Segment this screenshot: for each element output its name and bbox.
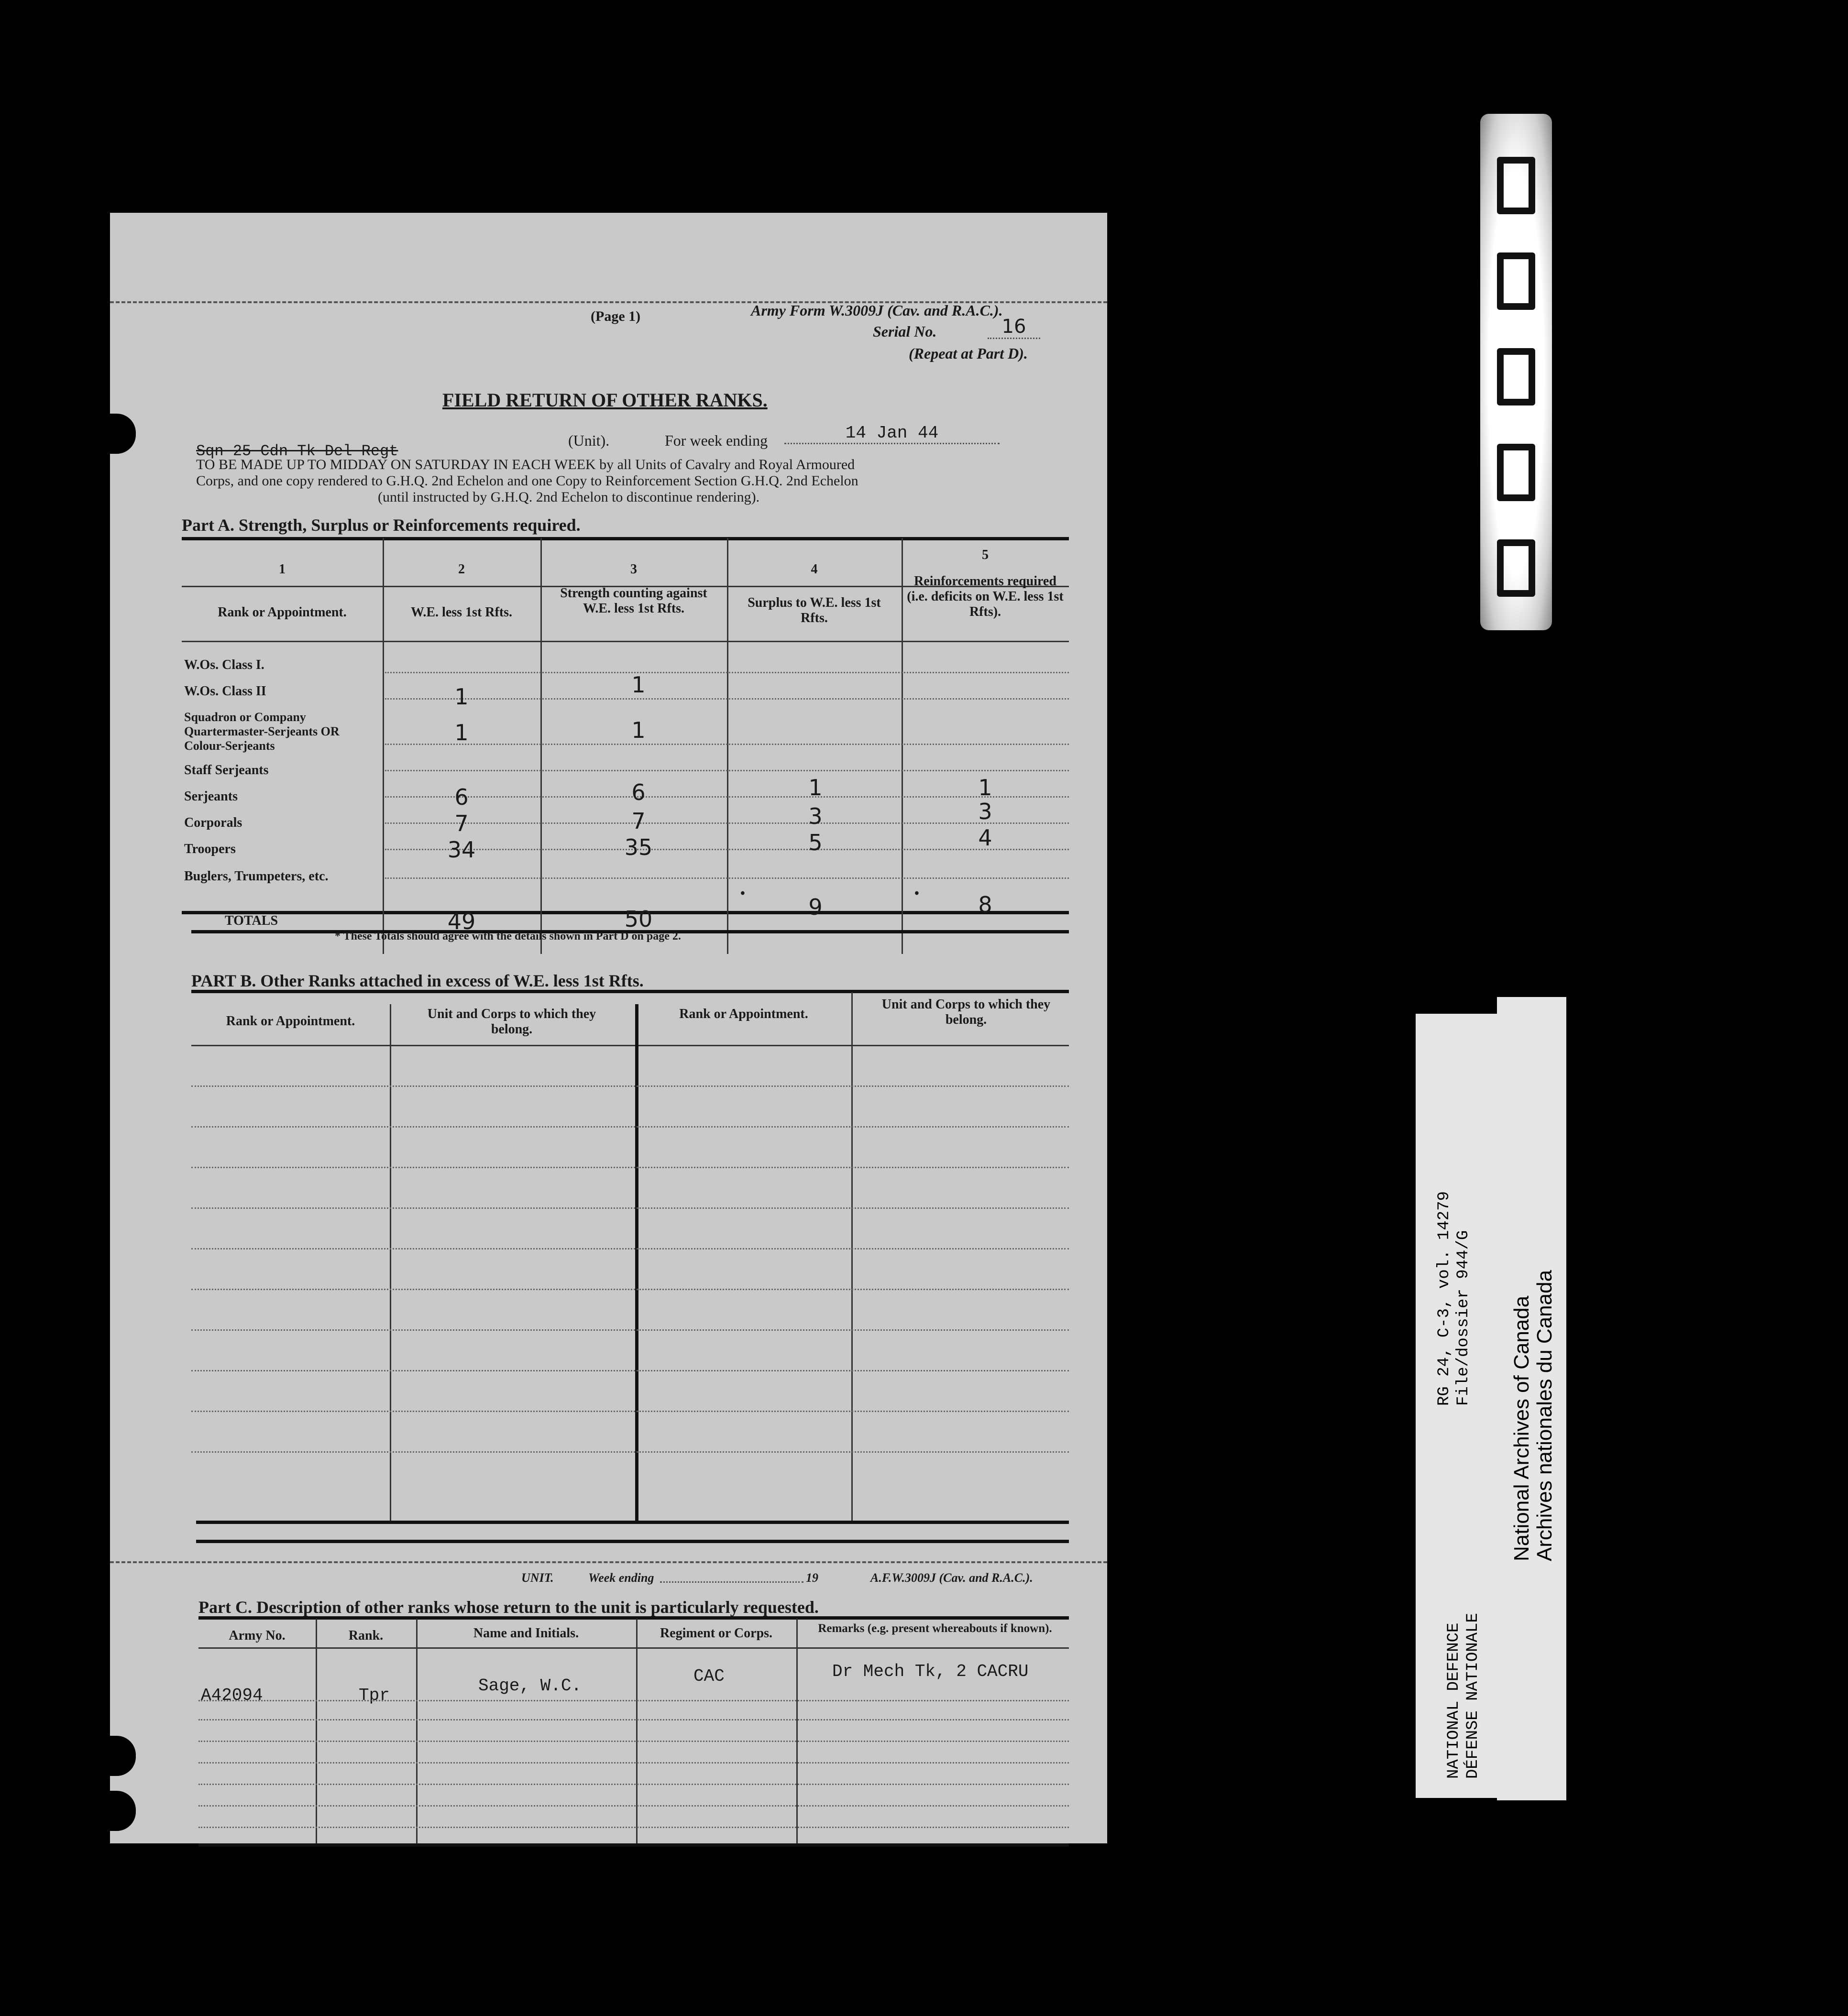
- part-b-header: Unit and Corps to which they belong.: [881, 997, 1051, 1027]
- tear-unit-label: UNIT.: [521, 1571, 554, 1585]
- col-number: 5: [982, 548, 989, 562]
- col-number: 1: [279, 562, 286, 577]
- repeat-note: (Repeat at Part D).: [909, 345, 1028, 362]
- header-reinforcements: Reinforcements required (i.e. deficits on W.E. less 1st Rfts).: [907, 574, 1064, 619]
- strength-value: 1: [631, 717, 646, 743]
- archive-reference-line: File/dossier 944/G: [1454, 1230, 1473, 1406]
- part-b-header: Rank or Appointment.: [226, 1014, 355, 1029]
- we-value: 6: [454, 784, 469, 810]
- part-c-header: Remarks (e.g. present whereabouts if known).: [818, 1622, 1052, 1635]
- unit-label: (Unit).: [568, 432, 610, 449]
- header-strength: Strength counting against W.E. less 1st Rfts.: [560, 586, 707, 616]
- rank-label: W.Os. Class I.: [184, 657, 264, 672]
- we-value: 7: [454, 811, 469, 836]
- archive-department-line: DÉFENSE NATIONALE: [1464, 1613, 1482, 1779]
- soldier-name: Sage, W.C.: [478, 1676, 582, 1696]
- surplus-value: 5: [808, 830, 823, 855]
- part-b-header: Unit and Corps to which they belong.: [427, 1007, 596, 1037]
- army-form-number: Army Form W.3009J (Cav. and R.A.C.).: [751, 302, 1003, 319]
- surplus-value: 3: [808, 803, 823, 829]
- unit-name: Sqn 25 Cdn Tk Del Regt: [196, 442, 398, 460]
- tear-form: A.F.W.3009J (Cav. and R.A.C.).: [870, 1571, 1033, 1585]
- strength-value: 35: [624, 834, 653, 860]
- reinforcement-value: 3: [978, 799, 992, 824]
- instructions: [196, 457, 1095, 505]
- punch-hole: [109, 414, 136, 454]
- archive-institution-line: National Archives of Canada: [1510, 1295, 1533, 1561]
- totals-note: * These Totals should agree with the details shown in Part D on page 2.: [335, 930, 681, 942]
- strength-value: 1: [631, 672, 646, 698]
- part-c-header: Regiment or Corps.: [660, 1626, 773, 1641]
- part-c-header: Name and Initials.: [473, 1626, 579, 1641]
- surplus-value: 1: [808, 775, 823, 800]
- part-c-title: Part C. Description of other ranks whose return to the unit is particularly requested.: [198, 1598, 819, 1617]
- field-return-form: [110, 213, 1107, 1843]
- total-reinforcements: 8: [978, 892, 992, 918]
- rank-label: Staff Serjeants: [184, 763, 269, 778]
- header-rank: Rank or Appointment.: [218, 605, 347, 620]
- rank-label: Corporals: [184, 815, 242, 830]
- total-marker: •: [740, 886, 745, 901]
- punch-hole: [109, 1736, 136, 1776]
- we-value: 34: [447, 837, 476, 863]
- archive-institution-line: Archives nationales du Canada: [1533, 1270, 1556, 1561]
- col-number: 3: [630, 562, 637, 577]
- punch-hole: [109, 1791, 136, 1831]
- rank-label: Troopers: [184, 842, 236, 856]
- archive-institution-label: [1497, 997, 1566, 1800]
- header-surplus: Surplus to W.E. less 1st Rfts.: [748, 595, 881, 625]
- strength-value: 7: [631, 808, 646, 834]
- soldier-remarks: Dr Mech Tk, 2 CACRU: [832, 1662, 1029, 1681]
- rank-label: Serjeants: [184, 789, 238, 804]
- form-title: FIELD RETURN OF OTHER RANKS.: [442, 389, 768, 411]
- instruction-line: (until instructed by G.H.Q. 2nd Echelon to discontinue rendering).: [378, 489, 760, 505]
- archive-reference-label: [1416, 1014, 1497, 1798]
- perforation-line: [110, 1561, 1107, 1563]
- we-value: 1: [454, 684, 469, 710]
- reinforcement-value: 4: [978, 825, 992, 851]
- archive-reference-line: RG 24, C-3, vol. 14279: [1435, 1191, 1453, 1406]
- total-surplus: 9: [808, 894, 823, 920]
- army-number: A42094: [201, 1686, 263, 1705]
- week-ending-label: For week ending: [665, 432, 768, 449]
- microfilm-frame-marker: [1480, 114, 1552, 630]
- total-strength: 50: [624, 906, 653, 932]
- page-number: (Page 1): [591, 308, 641, 324]
- serial-label: Serial No.: [873, 323, 937, 340]
- instruction-line: Corps, and one copy rendered to G.H.Q. 2nd Echelon and one Copy to Reinforcement Section G.H.Q. 2nd Echelon: [196, 473, 858, 489]
- total-marker: •: [914, 886, 919, 901]
- part-b-title: PART B. Other Ranks attached in excess of W.E. less 1st Rfts.: [191, 971, 644, 990]
- part-b-header: Rank or Appointment.: [679, 1007, 808, 1021]
- totals-label: TOTALS: [225, 913, 278, 928]
- part-c-header: Army No.: [229, 1628, 286, 1643]
- total-we: 49: [447, 909, 476, 934]
- reinforcement-value: 1: [978, 775, 992, 800]
- soldier-rank: Tpr: [359, 1686, 390, 1705]
- rank-label: W.Os. Class II: [184, 684, 266, 699]
- soldier-regiment: CAC: [693, 1666, 725, 1686]
- rank-label: Squadron or Company Quartermaster-Serjeants OR Colour-Serjeants: [184, 710, 340, 753]
- tear-week-label: Week ending: [588, 1571, 654, 1585]
- strength-value: 6: [631, 779, 646, 805]
- tear-year: 19: [806, 1571, 818, 1585]
- col-number: 4: [811, 562, 818, 577]
- header-we: W.E. less 1st Rfts.: [410, 605, 513, 620]
- instruction-line: TO BE MADE UP TO MIDDAY ON SATURDAY IN EACH WEEK by all Units of Cavalry and Royal Armoured: [196, 457, 855, 472]
- rank-label: Buglers, Trumpeters, etc.: [184, 869, 329, 884]
- we-value: 1: [454, 720, 469, 745]
- col-number: 2: [458, 562, 465, 577]
- serial-number: 16: [988, 316, 1040, 339]
- week-ending-value: 14 Jan 44: [784, 423, 1000, 444]
- archive-department-line: NATIONAL DEFENCE: [1445, 1622, 1463, 1779]
- part-a-title: Part A. Strength, Surplus or Reinforcements required.: [182, 515, 581, 535]
- part-c-header: Rank.: [348, 1628, 384, 1643]
